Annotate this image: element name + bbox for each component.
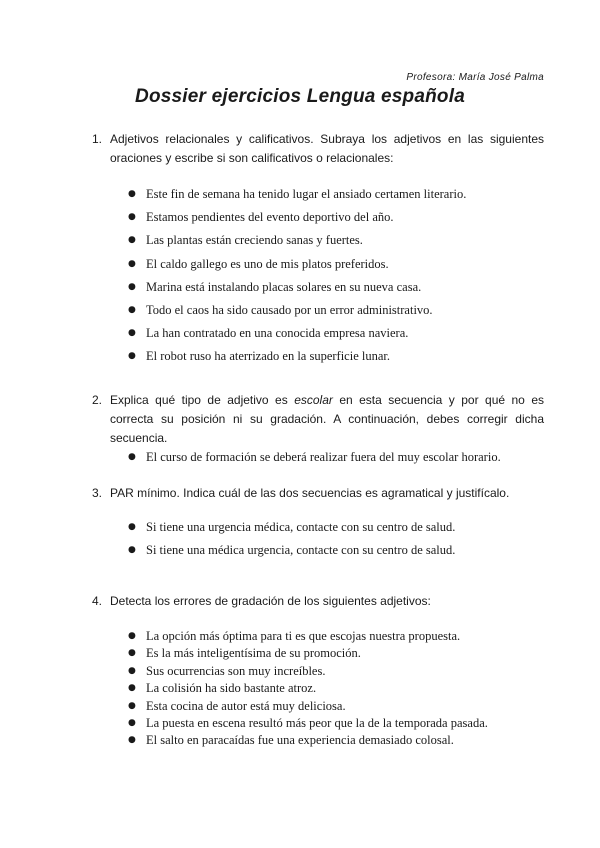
instructions-part: en esta secuencia y por qué no es correcta su posición ni su gradación. A continuación, debes corregir dicha secuencia. [110, 393, 544, 445]
exercise-4-sentences [128, 628, 488, 750]
exercise-instructions: Detecta los errores de gradación de los siguientes adjetivos: [110, 594, 431, 608]
list-item: ● El salto en paracaídas fue una experiencia demasiado colosal. [128, 732, 488, 749]
list-item: ● La colisión ha sido bastante atroz. [128, 680, 488, 697]
exercise-2-sentences [128, 449, 501, 472]
exercise-instructions: Adjetivos relacionales y calificativos. Subraya los adjetivos en las siguientes oraciones y escribe si son calificativos o relacionales: [110, 132, 544, 165]
page-title: Dossier ejercicios Lengua española [135, 86, 465, 107]
exercise-instructions [110, 391, 544, 448]
list-item: ● Si tiene una médica urgencia, contacte con su centro de salud. [128, 542, 455, 565]
list-item: ● La opción más óptima para ti es que escojas nuestra propuesta. [128, 628, 488, 645]
list-item: ● La han contratado en una conocida empresa naviera. [128, 325, 466, 348]
list-item: ● El robot ruso ha aterrizado en la superficie lunar. [128, 348, 466, 371]
list-item: ● Marina está instalando placas solares en su nueva casa. [128, 279, 466, 302]
exercise-number: 2. [92, 393, 103, 407]
list-item: ● La puesta en escena resultó más peor que la de la temporada pasada. [128, 715, 488, 732]
list-item: ● Estamos pendientes del evento deportivo del año. [128, 209, 466, 232]
teacher-name: Profesora: María José Palma [406, 72, 544, 83]
list-item: ● Este fin de semana ha tenido lugar el ansiado certamen literario. [128, 186, 466, 209]
list-item: ● Todo el caos ha sido causado por un error administrativo. [128, 302, 466, 325]
exercise-1-sentences [128, 186, 466, 372]
exercise-3-sentences [128, 519, 455, 565]
instructions-part: Explica qué tipo de adjetivo es [110, 393, 295, 407]
exercise-1 [92, 130, 544, 168]
exercise-4 [92, 592, 544, 611]
exercise-3 [92, 484, 544, 503]
list-item: ● El caldo gallego es uno de mis platos preferidos. [128, 256, 466, 279]
exercise-2 [92, 391, 544, 448]
list-item: ● El curso de formación se deberá realizar fuera del muy escolar horario. [128, 449, 501, 472]
instructions-italic-term: escolar [294, 393, 333, 407]
list-item: ● Esta cocina de autor está muy deliciosa. [128, 698, 488, 715]
list-item: ● Si tiene una urgencia médica, contacte con su centro de salud. [128, 519, 455, 542]
exercise-number: 3. [92, 486, 103, 500]
list-item: ● Las plantas están creciendo sanas y fuertes. [128, 232, 466, 255]
list-item: ● Es la más inteligentísima de su promoción. [128, 645, 488, 662]
list-item: ● Sus ocurrencias son muy increíbles. [128, 663, 488, 680]
exercise-instructions: PAR mínimo. Indica cuál de las dos secuencias es agramatical y justifícalo. [110, 486, 510, 500]
exercise-number: 1. [92, 132, 103, 146]
exercise-number: 4. [92, 594, 103, 608]
